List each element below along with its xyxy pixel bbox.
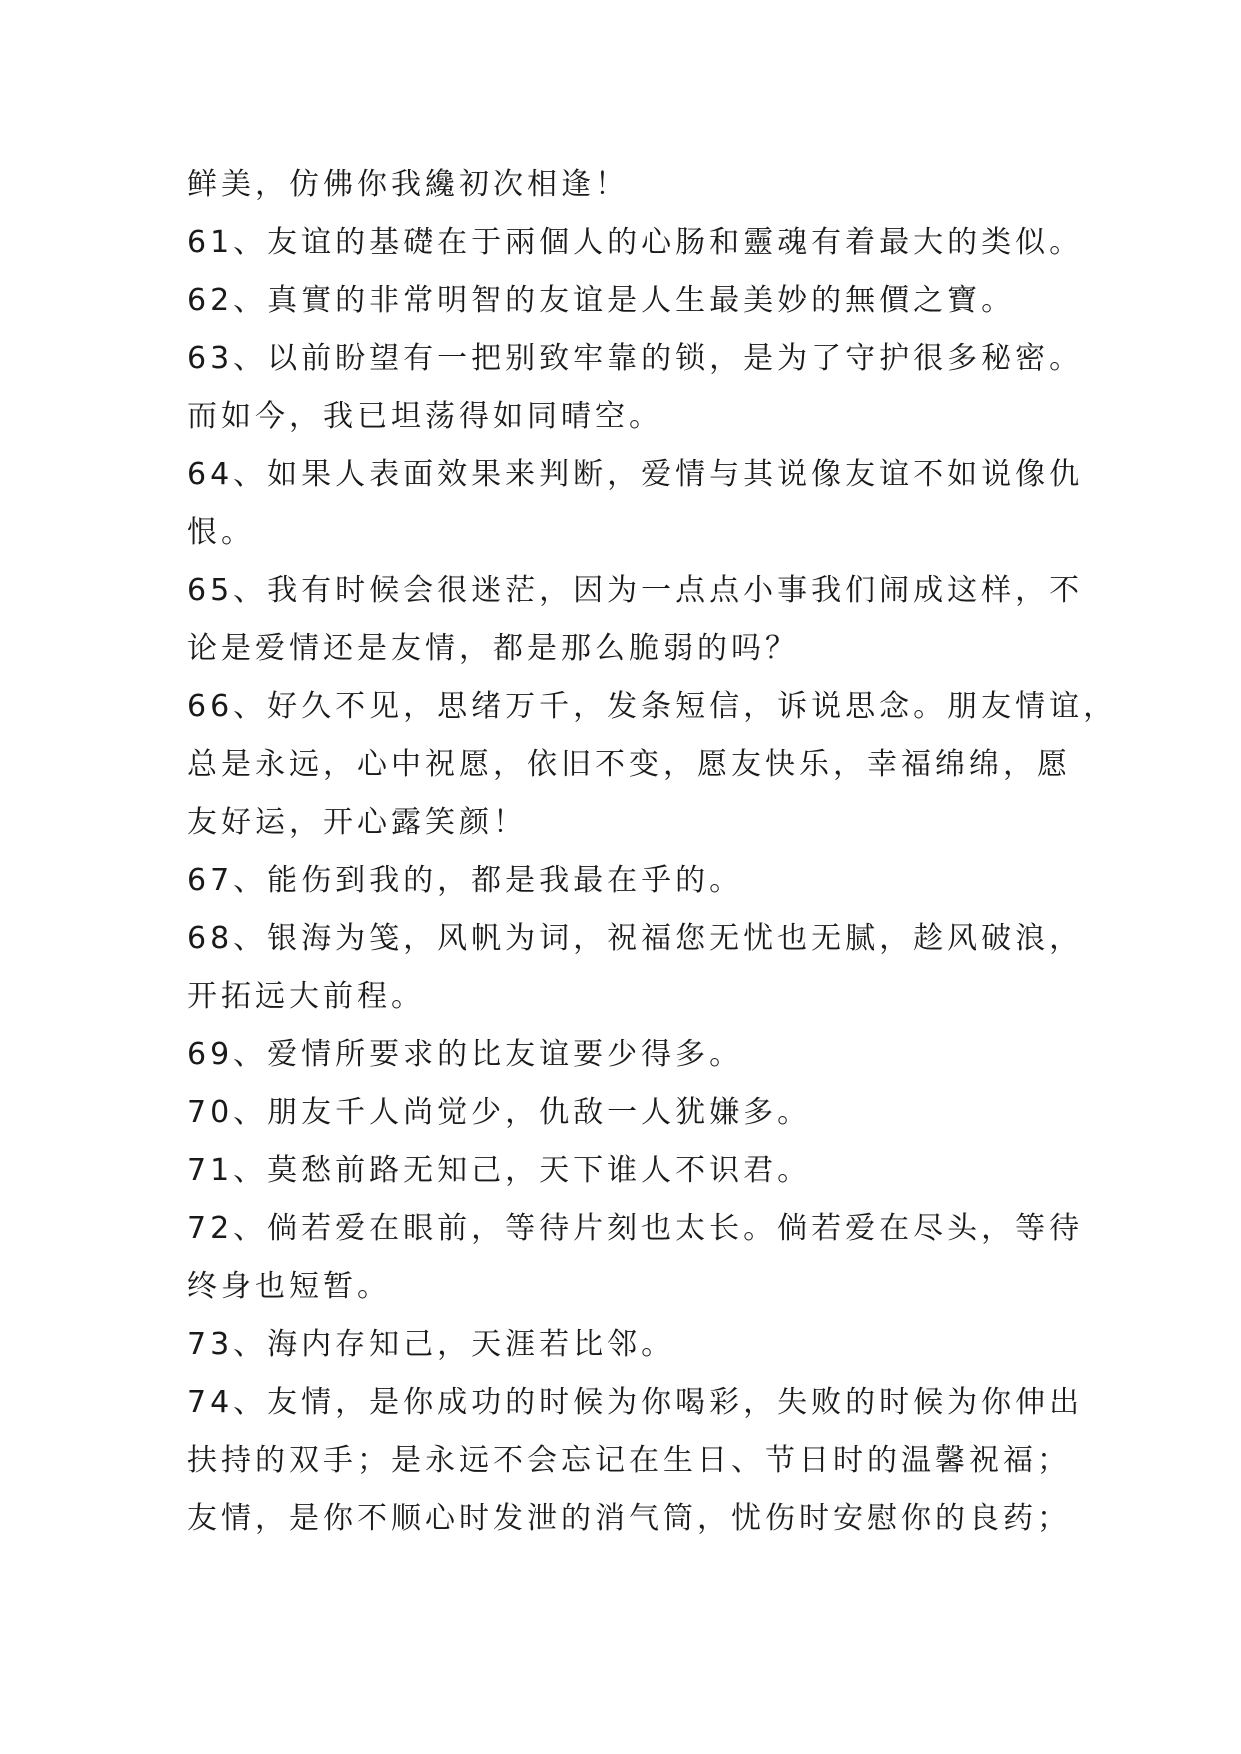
text-line: 65、我有时候会很迷茫，因为一点点小事我们闹成这样，不 [187, 573, 1084, 608]
text-line: 71、莫愁前路无知己，天下谁人不识君。 [187, 1153, 812, 1188]
text-line: 开拓远大前程。 [187, 979, 425, 1014]
text-line: 恨。 [187, 515, 255, 550]
text-line: 72、倘若爱在眼前，等待片刻也太长。倘若爱在尽头，等待 [187, 1211, 1084, 1246]
text-line: 69、爱情所要求的比友谊要少得多。 [187, 1037, 744, 1072]
text-line: 论是爱情还是友情，都是那么脆弱的吗？ [187, 631, 799, 666]
text-line: 终身也短暂。 [187, 1269, 391, 1304]
text-line: 而如今，我已坦荡得如同晴空。 [187, 399, 663, 434]
text-line: 67、能伤到我的，都是我最在乎的。 [187, 863, 744, 898]
text-line: 73、海内存知己，天涯若比邻。 [187, 1327, 676, 1362]
text-line: 74、友情，是你成功的时候为你喝彩，失败的时候为你伸出 [187, 1385, 1084, 1420]
document-body [187, 156, 1118, 1548]
text-line: 总是永远，心中祝愿，依旧不变，愿友快乐，幸福绵绵，愿 [187, 747, 1071, 782]
text-line: 友好运，开心露笑颜！ [187, 805, 527, 840]
text-line: 63、以前盼望有一把别致牢靠的锁，是为了守护很多秘密。 [187, 341, 1084, 376]
text-line: 友情，是你不顺心时发泄的消气筒，忧伤时安慰你的良药； [187, 1501, 1071, 1536]
text-line: 62、真實的非常明智的友谊是人生最美妙的無價之寶。 [187, 283, 1016, 318]
text-line: 64、如果人表面效果来判断，爱情与其说像友谊不如说像仇 [187, 457, 1084, 492]
text-line: 鲜美，仿佛你我纔初次相逢！ [187, 167, 629, 202]
text-line: 70、朋友千人尚觉少，仇敌一人犹嫌多。 [187, 1095, 812, 1130]
text-line: 66、好久不见，思绪万千，发条短信，诉说思念。朋友情谊， [187, 689, 1118, 724]
text-line: 61、友谊的基礎在于兩個人的心肠和靈魂有着最大的类似。 [187, 225, 1084, 260]
text-line: 68、银海为笺，风帆为词，祝福您无忧也无腻，趁风破浪， [187, 921, 1084, 956]
text-line: 扶持的双手；是永远不会忘记在生日、节日时的温馨祝福； [187, 1443, 1071, 1478]
